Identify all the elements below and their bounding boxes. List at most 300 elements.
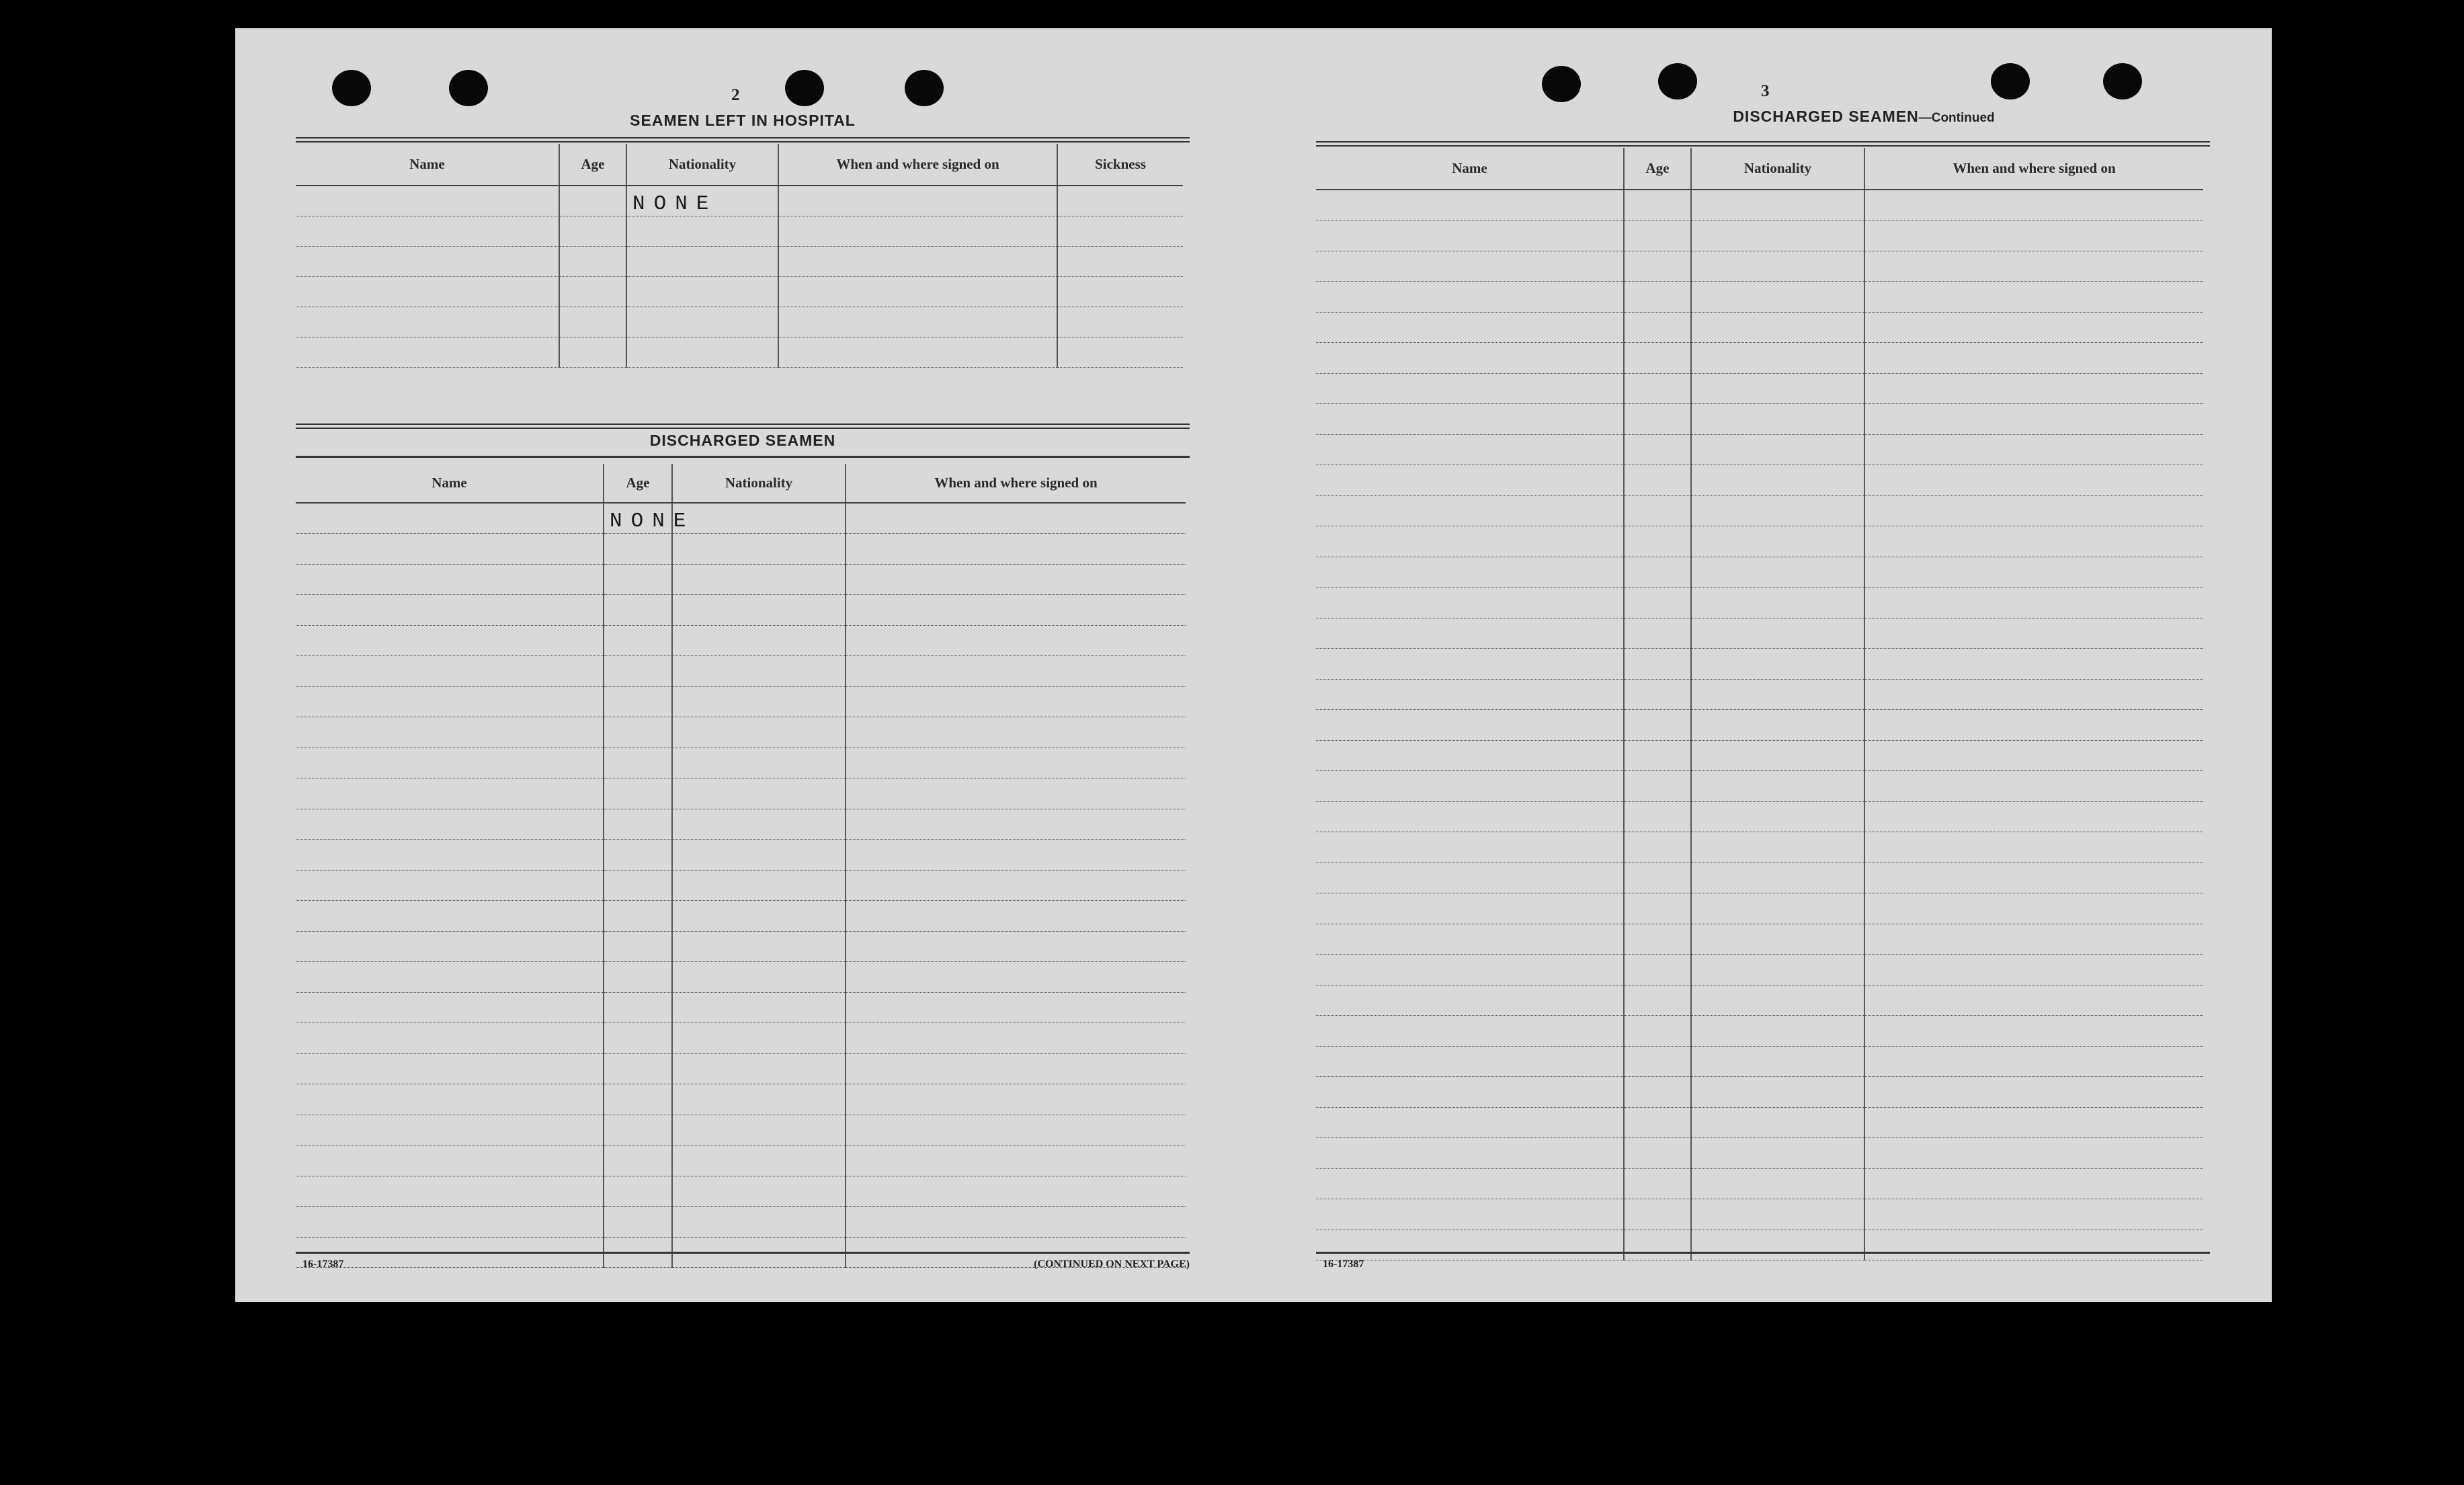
table-cell (672, 625, 846, 656)
table-cell (1624, 1077, 1691, 1108)
table-cell (604, 1115, 672, 1146)
table-cell (296, 809, 604, 840)
table-cell (1691, 955, 1864, 986)
table-cell (1691, 1199, 1864, 1230)
table-cell (1316, 220, 1624, 251)
column-header-age: Age (1624, 148, 1691, 190)
table-cell (1864, 832, 2203, 863)
table-cell (1624, 801, 1691, 832)
table-row (1316, 801, 2203, 832)
column-header-sickness: Sickness (1057, 144, 1183, 186)
table-row (296, 216, 1183, 246)
table-cell (846, 564, 1186, 595)
bottom-rule (296, 1252, 1190, 1254)
table-cell (672, 840, 846, 871)
table-row (1316, 679, 2203, 710)
table-cell (1316, 343, 1624, 374)
table-cell (846, 503, 1186, 534)
table-cell (846, 809, 1186, 840)
column-header-name: Name (296, 464, 604, 503)
table-cell (846, 901, 1186, 932)
table-row (296, 962, 1186, 993)
table-row (1316, 190, 2203, 220)
table-cell (626, 307, 778, 337)
table-row (1316, 1107, 2203, 1138)
table-cell (1057, 216, 1183, 246)
table-cell (1316, 404, 1624, 435)
discharged-continued-table (1316, 148, 2203, 1260)
table-cell (846, 870, 1186, 901)
table-row (296, 992, 1186, 1023)
right-rows (1316, 190, 2203, 1260)
table-cell (1624, 1016, 1691, 1047)
table-cell (1624, 190, 1691, 220)
table-cell (672, 1023, 846, 1054)
table-cell (296, 564, 604, 595)
table-cell (672, 931, 846, 962)
table-cell (1864, 404, 2203, 435)
table-cell (296, 276, 559, 307)
table-cell (672, 809, 846, 840)
table-row (296, 534, 1186, 565)
scanned-document (235, 28, 2272, 1302)
table-cell (559, 337, 626, 367)
table-cell (1624, 740, 1691, 771)
table-cell (1057, 307, 1183, 337)
table-cell (1864, 679, 2203, 710)
discharged-rows (296, 503, 1186, 1268)
table-cell (672, 992, 846, 1023)
table-cell (1316, 679, 1624, 710)
table-row (296, 1084, 1186, 1115)
table-cell (778, 216, 1057, 246)
table-cell (1691, 1016, 1864, 1047)
table-cell (1057, 337, 1183, 367)
table-cell (1316, 557, 1624, 588)
hospital-table (296, 144, 1183, 368)
table-cell (1864, 588, 2203, 618)
table-cell (846, 1115, 1186, 1146)
table-cell (672, 962, 846, 993)
table-cell (1691, 434, 1864, 465)
table-row (1316, 343, 2203, 374)
discharged-table (296, 464, 1186, 1268)
table-cell (296, 534, 604, 565)
table-cell (604, 1207, 672, 1238)
table-row (1316, 1016, 2203, 1047)
table-cell (296, 1115, 604, 1146)
table-cell (1624, 985, 1691, 1016)
table-cell (604, 1176, 672, 1207)
table-row (1316, 526, 2203, 557)
table-cell (846, 1023, 1186, 1054)
table-cell (1691, 557, 1864, 588)
table-row (1316, 862, 2203, 893)
table-cell (604, 717, 672, 748)
table-cell (1864, 1016, 2203, 1047)
table-row (1316, 985, 2203, 1016)
table-cell (1316, 893, 1624, 924)
table-row (296, 595, 1186, 626)
table-cell (604, 1053, 672, 1084)
table-cell (1691, 526, 1864, 557)
table-cell (626, 337, 778, 367)
table-cell (296, 216, 559, 246)
table-cell (672, 686, 846, 717)
discharged-section-title: DISCHARGED SEAMEN (649, 432, 836, 449)
table-cell (778, 186, 1057, 216)
table-cell (296, 870, 604, 901)
right-page (1316, 28, 2210, 1302)
table-cell (1864, 955, 2203, 986)
table-cell (296, 246, 559, 276)
table-cell (1316, 1199, 1624, 1230)
table-cell (1691, 1077, 1864, 1108)
table-cell (1864, 862, 2203, 893)
table-cell (1691, 220, 1864, 251)
table-cell (1624, 618, 1691, 649)
table-row (296, 717, 1186, 748)
table-row (1316, 404, 2203, 435)
table-row (1316, 1199, 2203, 1230)
table-cell (1316, 1077, 1624, 1108)
table-cell (604, 1084, 672, 1115)
table-row (1316, 282, 2203, 313)
table-row (1316, 649, 2203, 680)
table-cell (1691, 649, 1864, 680)
table-row (296, 870, 1186, 901)
table-row (296, 503, 1186, 534)
table-cell (1624, 312, 1691, 343)
table-cell (296, 901, 604, 932)
table-cell (1624, 771, 1691, 802)
table-cell (1864, 924, 2203, 955)
table-cell: NONE (604, 503, 672, 534)
table-cell (296, 337, 559, 367)
table-cell (604, 1146, 672, 1176)
table-cell (1316, 526, 1624, 557)
table-cell (672, 1176, 846, 1207)
table-cell (846, 992, 1186, 1023)
table-cell (846, 1084, 1186, 1115)
table-cell (846, 840, 1186, 871)
table-cell (1864, 1077, 2203, 1108)
table-cell (672, 1084, 846, 1115)
table-cell (1316, 1168, 1624, 1199)
table-cell (1691, 251, 1864, 282)
table-cell (604, 778, 672, 809)
table-cell (672, 1146, 846, 1176)
table-cell (1316, 373, 1624, 404)
title-main: DISCHARGED SEAMEN (1733, 108, 1919, 125)
table-cell (604, 595, 672, 626)
table-cell (1864, 526, 2203, 557)
table-cell (1691, 618, 1864, 649)
column-header-signed-on: When and where signed on (1864, 148, 2203, 190)
table-row (296, 778, 1186, 809)
table-cell (778, 246, 1057, 276)
table-cell (604, 809, 672, 840)
table-row (1316, 832, 2203, 863)
table-cell (1864, 1046, 2203, 1077)
table-row (1316, 465, 2203, 496)
table-cell (296, 1023, 604, 1054)
table-cell (1057, 246, 1183, 276)
table-cell (1316, 1046, 1624, 1077)
table-cell (1864, 985, 2203, 1016)
table-row (1316, 924, 2203, 955)
table-cell (1864, 190, 2203, 220)
table-cell (1316, 618, 1624, 649)
table-cell (559, 186, 626, 216)
table-row (296, 1207, 1186, 1238)
table-cell (846, 595, 1186, 626)
table-cell (1691, 190, 1864, 220)
column-header-nationality: Nationality (1691, 148, 1864, 190)
table-cell (846, 656, 1186, 687)
table-cell (672, 534, 846, 565)
column-header-name: Name (1316, 148, 1624, 190)
table-cell (1624, 893, 1691, 924)
table-row (296, 276, 1183, 307)
table-cell (1864, 282, 2203, 313)
table-cell (672, 1053, 846, 1084)
table-cell (1316, 282, 1624, 313)
table-cell (1691, 1138, 1864, 1169)
column-header-signed-on: When and where signed on (846, 464, 1186, 503)
column-header-nationality: Nationality (672, 464, 846, 503)
table-cell (296, 656, 604, 687)
table-cell (672, 870, 846, 901)
table-cell (604, 564, 672, 595)
top-rule (296, 137, 1190, 143)
table-cell (1624, 526, 1691, 557)
page-number: 2 (731, 86, 740, 104)
table-cell (1864, 434, 2203, 465)
table-cell (604, 534, 672, 565)
table-row (1316, 1046, 2203, 1077)
table-cell (296, 840, 604, 871)
table-cell (1864, 557, 2203, 588)
table-row (1316, 1230, 2203, 1260)
table-cell (1864, 1168, 2203, 1199)
table-row (1316, 1077, 2203, 1108)
column-header-signed-on: When and where signed on (778, 144, 1057, 186)
continued-note: (CONTINUED ON NEXT PAGE) (1034, 1258, 1190, 1270)
left-page (296, 28, 1190, 1302)
table-cell (296, 1084, 604, 1115)
table-cell (296, 992, 604, 1023)
table-row (1316, 618, 2203, 649)
table-cell (1624, 343, 1691, 374)
table-cell (559, 216, 626, 246)
table-row (1316, 312, 2203, 343)
table-cell (1316, 985, 1624, 1016)
table-row (1316, 771, 2203, 802)
table-cell (1691, 1168, 1864, 1199)
table-cell (1316, 1138, 1624, 1169)
table-cell (296, 717, 604, 748)
table-cell (1864, 1230, 2203, 1260)
table-cell (604, 656, 672, 687)
table-cell (1691, 832, 1864, 863)
table-cell (296, 1207, 604, 1238)
table-cell (1316, 832, 1624, 863)
column-header-nationality: Nationality (626, 144, 778, 186)
table-cell (1691, 282, 1864, 313)
table-cell (1624, 1230, 1691, 1260)
table-cell (778, 337, 1057, 367)
table-row (296, 186, 1183, 216)
table-row (296, 246, 1183, 276)
table-cell (1624, 710, 1691, 741)
table-cell (672, 1115, 846, 1146)
table-cell (604, 992, 672, 1023)
table-cell (1864, 771, 2203, 802)
table-cell (1691, 465, 1864, 496)
table-row (296, 686, 1186, 717)
discharged-continued-title (1417, 108, 2311, 126)
table-cell (846, 1146, 1186, 1176)
table-cell (1624, 832, 1691, 863)
section-rule (296, 424, 1190, 429)
table-cell (1624, 495, 1691, 526)
table-cell (1864, 495, 2203, 526)
table-cell (1624, 1046, 1691, 1077)
table-cell (846, 1207, 1186, 1238)
table-cell (559, 246, 626, 276)
table-cell (1691, 924, 1864, 955)
table-cell (1864, 343, 2203, 374)
table-cell (1691, 588, 1864, 618)
table-row (296, 1176, 1186, 1207)
table-cell (1864, 801, 2203, 832)
table-cell (296, 595, 604, 626)
table-cell (1316, 251, 1624, 282)
table-cell (1316, 1230, 1624, 1260)
table-row (1316, 955, 2203, 986)
table-cell (1624, 282, 1691, 313)
table-cell (1691, 1230, 1864, 1260)
table-cell (1864, 740, 2203, 771)
table-cell (1864, 1107, 2203, 1138)
table-cell (1691, 1046, 1864, 1077)
table-cell (296, 962, 604, 993)
table-cell (296, 625, 604, 656)
table-cell (604, 840, 672, 871)
table-cell (1691, 985, 1864, 1016)
table-cell (296, 1146, 604, 1176)
table-row (1316, 1168, 2203, 1199)
table-cell (1864, 465, 2203, 496)
table-row (296, 307, 1183, 337)
table-cell (846, 962, 1186, 993)
table-cell (604, 870, 672, 901)
table-cell (1316, 710, 1624, 741)
table-cell (846, 931, 1186, 962)
table-cell (604, 931, 672, 962)
table-cell (1691, 893, 1864, 924)
table-cell (1864, 1138, 2203, 1169)
table-cell (672, 748, 846, 778)
table-cell (1864, 1199, 2203, 1230)
column-header-age: Age (604, 464, 672, 503)
table-cell (846, 686, 1186, 717)
table-cell (1624, 1107, 1691, 1138)
table-cell (1864, 618, 2203, 649)
table-row (1316, 557, 2203, 588)
table-cell (1624, 679, 1691, 710)
table-cell (559, 276, 626, 307)
form-number: 16-17387 (302, 1258, 344, 1270)
table-cell (1624, 955, 1691, 986)
table-row (1316, 893, 2203, 924)
table-row (296, 1023, 1186, 1054)
bottom-rule (1316, 1252, 2210, 1254)
table-cell (1864, 220, 2203, 251)
table-cell (296, 503, 604, 534)
table-cell (1316, 434, 1624, 465)
table-cell (1316, 312, 1624, 343)
table-row (1316, 434, 2203, 465)
table-cell (672, 717, 846, 748)
table-cell (1624, 1168, 1691, 1199)
table-cell (1624, 434, 1691, 465)
table-cell (1316, 1107, 1624, 1138)
hospital-section-title: SEAMEN LEFT IN HOSPITAL (630, 112, 856, 129)
table-cell (1864, 373, 2203, 404)
table-cell (1864, 710, 2203, 741)
table-cell (296, 748, 604, 778)
column-header-age: Age (559, 144, 626, 186)
table-cell (626, 246, 778, 276)
table-cell (1624, 404, 1691, 435)
table-row (1316, 220, 2203, 251)
table-cell (1624, 1138, 1691, 1169)
top-rule (1316, 141, 2210, 147)
table-cell (846, 778, 1186, 809)
table-cell (1691, 679, 1864, 710)
table-cell (1624, 251, 1691, 282)
table-cell (778, 276, 1057, 307)
table-cell (672, 901, 846, 932)
table-row (296, 625, 1186, 656)
table-cell (1316, 924, 1624, 955)
table-row (296, 564, 1186, 595)
table-cell (1316, 771, 1624, 802)
table-row (1316, 588, 2203, 618)
page-number: 3 (1761, 82, 1770, 100)
table-cell (846, 717, 1186, 748)
table-cell (672, 503, 846, 534)
table-row (296, 748, 1186, 778)
table-cell (672, 778, 846, 809)
table-cell (604, 962, 672, 993)
table-cell (1316, 862, 1624, 893)
table-row (296, 337, 1183, 367)
table-cell (1057, 186, 1183, 216)
table-cell (296, 307, 559, 337)
table-cell (1624, 862, 1691, 893)
column-header-name: Name (296, 144, 559, 186)
table-row (1316, 740, 2203, 771)
table-cell (1316, 740, 1624, 771)
table-cell (1691, 862, 1864, 893)
table-cell (626, 216, 778, 246)
table-row (1316, 1138, 2203, 1169)
table-cell (1624, 588, 1691, 618)
table-cell (296, 1176, 604, 1207)
